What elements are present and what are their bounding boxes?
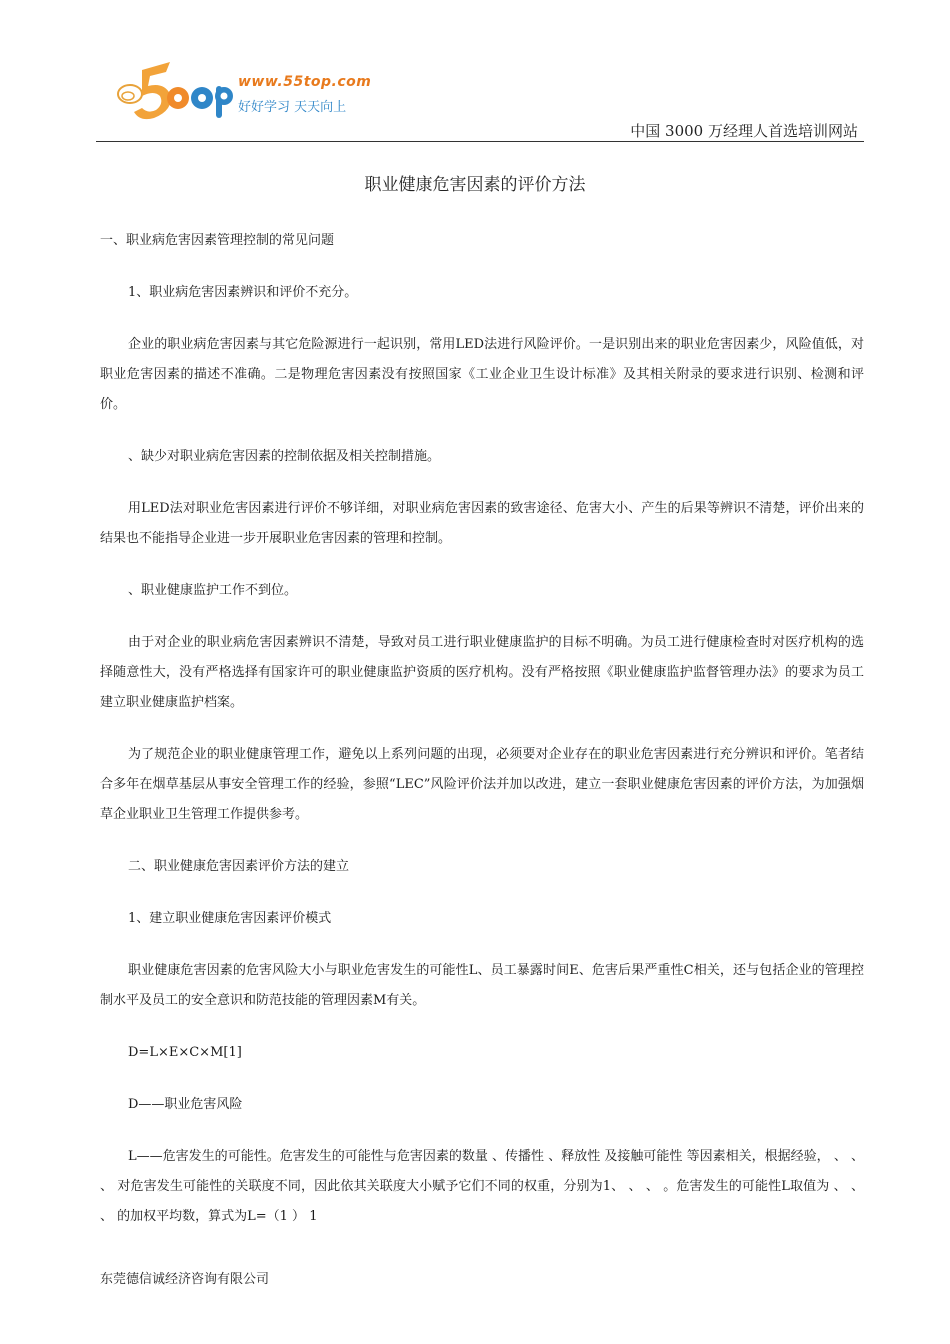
footer-company: 东莞德信诚经济咨询有限公司: [100, 1272, 270, 1287]
body-paragraph: 由于对企业的职业病危害因素辨识不清楚，导致对员工进行职业健康监护的目标不明确。为员工进行健康检查时对医疗机构的选择随意性大，没有严格选择有国家许可的职业健康监护资质的医疗机构。没有严格按照《职业健康监护监督管理办法》的要求为员工建立职业健康监护档案。: [100, 635, 864, 710]
subsection-heading: 、职业健康监护工作不到位。: [128, 583, 298, 598]
site-logo[interactable]: [108, 52, 398, 128]
formula-definition: L——危害发生的可能性。危害发生的可能性与危害因素的数量 、传播性 、释放性 及接触可能性 等因素相关，根据经验， 、 、 、 对危害发生可能性的关联度不同，因此依其关联度大小赋予它们不同的权重，分别为1、 、 、 。危害发生的可能性L取值为 、 、 、 的加权平均数，算式为L=（1 ） 1: [100, 1149, 864, 1224]
logo-5top-icon: [108, 52, 238, 128]
body-paragraph: 为了规范企业的职业健康管理工作，避免以上系列问题的出现，必须要对企业存在的职业危害因素进行充分辨识和评价。笔者结合多年在烟草基层从事安全管理工作的经验，参照“LEC”风险评价法并加以改进，建立一套职业健康危害因素的评价方法，为加强烟草企业职业卫生管理工作提供参考。: [100, 747, 864, 822]
subsection-heading: 1、职业病危害因素辨识和评价不充分。: [128, 285, 358, 300]
body-paragraph: 职业健康危害因素的危害风险大小与职业危害发生的可能性L、员工暴露时间E、危害后果严重性C相关，还与包括企业的管理控制水平及员工的安全意识和防范技能的管理因素M有关。: [100, 963, 864, 1008]
site-tagline: 中国 3000 万经理人首选培训网站: [630, 122, 858, 140]
header-divider: [96, 141, 864, 142]
formula-definition: D——职业危害风险: [128, 1097, 243, 1112]
subsection-heading: 、缺少对职业病危害因素的控制依据及相关控制措施。: [128, 449, 441, 464]
document-title: 职业健康危害因素的评价方法: [364, 175, 586, 195]
body-paragraph: 企业的职业病危害因素与其它危险源进行一起识别，常用LED法进行风险评价。一是识别出来的职业危害因素少，风险值低，对职业危害因素的描述不准确。二是物理危害因素没有按照国家《工业企业卫生设计标准》及其相关附录的要求进行识别、检测和评价。: [100, 337, 864, 412]
logo-slogan: 好好学习 天天向上: [238, 100, 347, 115]
document-body: [100, 226, 864, 1254]
section-heading: 一、职业病危害因素管理控制的常见问题: [100, 233, 335, 248]
section-heading: 二、职业健康危害因素评价方法的建立: [128, 859, 350, 874]
subsection-heading: 1、建立职业健康危害因素评价模式: [128, 911, 332, 926]
body-paragraph: 用LED法对职业危害因素进行评价不够详细，对职业病危害因素的致害途径、危害大小、产生的后果等辨识不清楚，评价出来的结果也不能指导企业进一步开展职业危害因素的管理和控制。: [100, 501, 864, 546]
formula: D=L×E×C×M[1]: [128, 1045, 242, 1060]
logo-url[interactable]: www.55top.com: [238, 74, 372, 90]
